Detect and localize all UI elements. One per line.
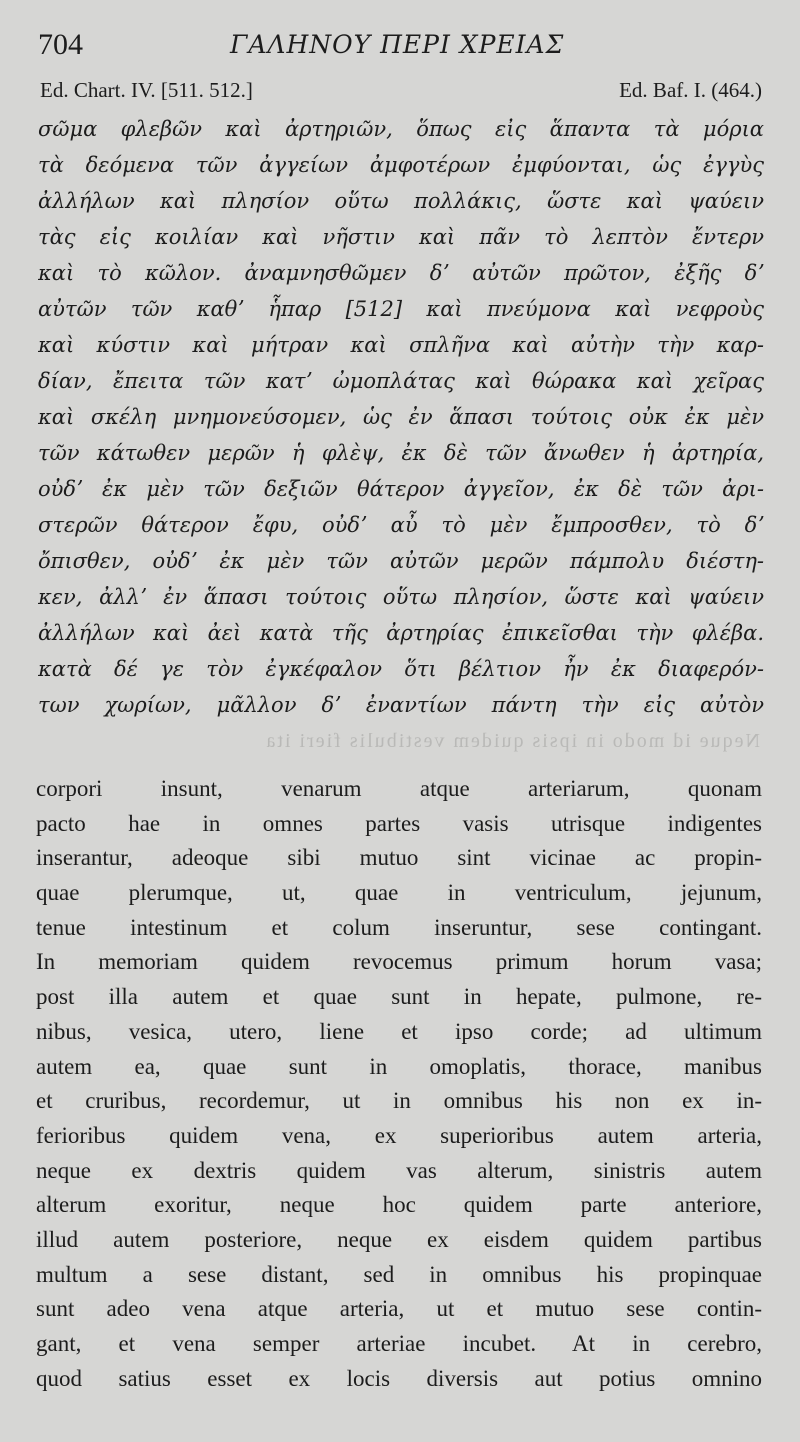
latin-text-line: multum a sese distant, sed in omnibus his propinquae <box>36 1261 762 1287</box>
latin-text-line: pacto hae in omnes partes vasis utrisque indigentes <box>36 810 762 836</box>
greek-text-line: τὰ δεόμενα τῶν ἀγγείων ἀμφοτέρων ἐμφύονται, ὡς ἐγγὺς <box>38 153 764 177</box>
greek-text-block <box>38 111 764 723</box>
running-title: ΓΑΛΗΝΟΥ ΠΕΡΙ ΧΡΕΙΑΣ <box>230 30 565 59</box>
greek-text-line: ἀλλήλων καὶ ἀεὶ κατὰ τῆς ἀρτηρίας ἐπικεῖσθαι τὴν φλέβα. <box>38 621 764 645</box>
latin-text-line: post illa autem et quae sunt in hepate, pulmone, re- <box>36 984 762 1010</box>
latin-text-line: ferioribus quidem vena, ex superioribus autem arteria, <box>36 1122 762 1148</box>
latin-text-line: inserantur, adeoque sibi mutuo sint vicinae ac propin- <box>36 845 762 871</box>
latin-text-line: alterum exoritur, neque hoc quidem parte anteriore, <box>36 1192 762 1218</box>
greek-text-line: καὶ κύστιν καὶ μήτραν καὶ σπλῆνα καὶ αὐτὴν τὴν καρ- <box>38 333 764 357</box>
greek-text-line: τῶν κάτωθεν μερῶν ἡ φλὲψ, ἐκ δὲ τῶν ἄνωθεν ἡ ἀρτηρία, <box>38 441 764 465</box>
show-through-text: Neque id modo in ipsis quidem vestibulis fieri ita <box>264 730 760 752</box>
greek-text-line: δίαν, ἔπειτα τῶν κατʼ ὠμοπλάτας καὶ θώρακα καὶ χεῖρας <box>38 369 764 393</box>
edition-reference-left: Ed. Chart. IV. [511. 512.] <box>40 78 253 102</box>
greek-text-line: καὶ τὸ κῶλον. ἀναμνησθῶμεν δʼ αὐτῶν πρῶτον, ἐξῆς δʼ <box>38 261 764 285</box>
greek-text-line: οὐδʼ ἐκ μὲν τῶν δεξιῶν θάτερον ἀγγεῖον, ἐκ δὲ τῶν ἀρι- <box>38 477 764 501</box>
greek-text-line: κατὰ δέ γε τὸν ἐγκέφαλον ὅτι βέλτιον ἦν ἐκ διαφερόν- <box>38 657 764 681</box>
latin-text-line: quae plerumque, ut, quae in ventriculum, jejunum, <box>36 880 762 906</box>
latin-text-line: et cruribus, recordemur, ut in omnibus his non ex in- <box>36 1088 762 1114</box>
latin-text-block <box>36 772 762 1396</box>
greek-text-line: κεν, ἀλλʼ ἐν ἅπασι τούτοις οὕτω πλησίον, ὥστε καὶ ψαύειν <box>38 585 764 609</box>
latin-text-line: In memoriam quidem revocemus primum horum vasa; <box>36 949 762 975</box>
greek-text-line: σῶμα φλεβῶν καὶ ἀρτηριῶν, ὅπως εἰς ἅπαντα τὰ μόρια <box>38 117 764 141</box>
page-number: 704 <box>38 28 83 61</box>
greek-text-line: ἀλλήλων καὶ πλησίον οὕτω πολλάκις, ὥστε καὶ ψαύειν <box>38 189 764 213</box>
greek-text-line: καὶ σκέλη μνημονεύσομεν, ὡς ἐν ἅπασι τούτοις οὐκ ἐκ μὲν <box>38 405 764 429</box>
greek-text-line: των χωρίων, μᾶλλον δʼ ἐναντίων πάντη τὴν εἰς αὐτὸν <box>38 693 764 717</box>
latin-text-line: autem ea, quae sunt in omoplatis, thorace, manibus <box>36 1053 762 1079</box>
latin-text-line: nibus, vesica, utero, liene et ipso corde; ad ultimum <box>36 1018 762 1044</box>
latin-text-line: neque ex dextris quidem vas alterum, sinistris autem <box>36 1157 762 1183</box>
greek-text-line: τὰς εἰς κοιλίαν καὶ νῆστιν καὶ πᾶν τὸ λεπτὸν ἔντερν <box>38 225 764 249</box>
latin-text-line: corpori insunt, venarum atque arteriarum, quonam <box>36 776 762 801</box>
greek-text-line: στερῶν θάτερον ἔφυ, οὐδʼ αὖ τὸ μὲν ἔμπροσθεν, τὸ δʼ <box>38 513 764 537</box>
latin-text-line: illud autem posteriore, neque ex eisdem quidem partibus <box>36 1226 762 1252</box>
latin-text-line: tenue intestinum et colum inseruntur, sese contingant. <box>36 914 762 940</box>
latin-text-line: sunt adeo vena atque arteria, ut et mutuo sese contin- <box>36 1296 762 1322</box>
greek-text-line: αὐτῶν τῶν καθʼ ἧπαρ [512] καὶ πνεύμονα καὶ νεφροὺς <box>38 297 764 321</box>
edition-reference-right: Ed. Baf. I. (464.) <box>619 78 762 102</box>
greek-text-line: ὄπισθεν, οὐδʼ ἐκ μὲν τῶν αὐτῶν μερῶν πάμπολυ διέστη- <box>38 549 764 573</box>
latin-text-line: quod satius esset ex locis diversis aut potius omnino <box>36 1365 762 1391</box>
latin-text-line: gant, et vena semper arteriae incubet. At in cerebro, <box>36 1331 762 1356</box>
